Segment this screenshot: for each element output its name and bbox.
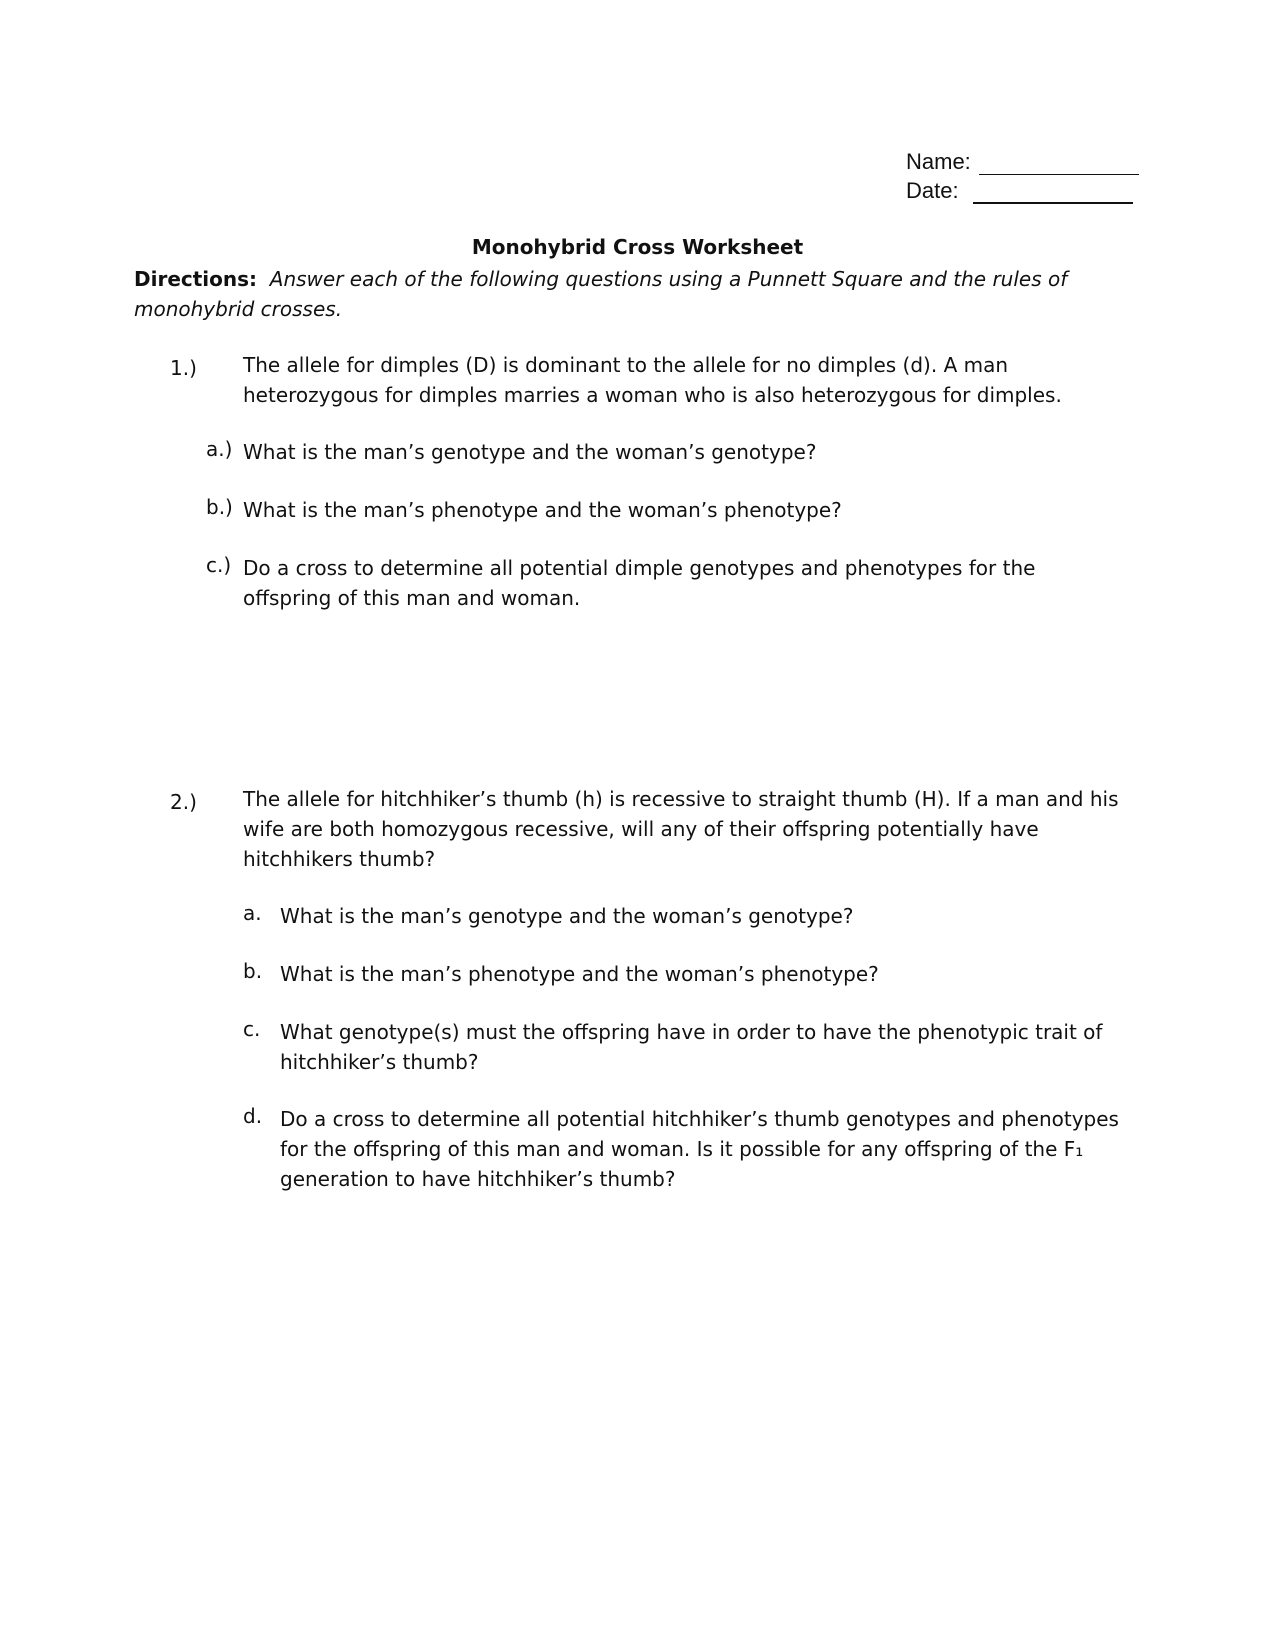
worksheet-title: Monohybrid Cross Worksheet xyxy=(471,235,804,259)
question-2b-text: What is the man’s phenotype and the woman’s phenotype? xyxy=(280,962,879,986)
question-2c-text: What genotype(s) must the offspring have in order to have the phenotypic trait of hitchhiker’s thumb? xyxy=(280,1020,1103,1074)
question-1b-marker: b.) xyxy=(206,495,233,519)
name-blank-line[interactable] xyxy=(979,152,1139,175)
question-2b-marker: b. xyxy=(243,959,263,983)
question-2a-marker: a. xyxy=(243,901,262,925)
question-1-text: The allele for dimples (D) is dominant to the allele for no dimples (d). A man heterozygous for dimples marries a woman who is also heterozygous for dimples. xyxy=(243,353,1062,407)
directions-text: Answer each of the following questions using a Punnett Square and the rules of monohybrid crosses. xyxy=(134,267,1068,321)
date-label: Date: xyxy=(906,178,959,203)
directions xyxy=(134,264,1084,324)
question-2c-marker: c. xyxy=(243,1017,261,1041)
question-1-number: 1.) xyxy=(170,356,197,380)
question-1a-text: What is the man’s genotype and the woman’s genotype? xyxy=(243,440,817,464)
name-label: Name: xyxy=(906,149,971,174)
question-1b-text: What is the man’s phenotype and the woman’s phenotype? xyxy=(243,498,842,522)
date-field[interactable] xyxy=(906,178,1133,204)
question-2-text: The allele for hitchhiker’s thumb (h) is recessive to straight thumb (H). If a man and his wife are both homozygous recessive, will any of their offspring potentially have hitchhikers thumb? xyxy=(243,787,1119,871)
question-1a-marker: a.) xyxy=(206,437,233,461)
question-2d-text: Do a cross to determine all potential hitchhiker’s thumb genotypes and phenotypes for the offspring of this man and woman. Is it possible for any offspring of the F₁ generation to have hitchhiker’s thumb? xyxy=(280,1107,1119,1191)
question-1c-marker: c.) xyxy=(206,553,232,577)
question-2a-text: What is the man’s genotype and the woman’s genotype? xyxy=(280,904,854,928)
name-field[interactable] xyxy=(906,149,1139,175)
question-2-number: 2.) xyxy=(170,790,197,814)
date-blank-line[interactable] xyxy=(973,180,1133,204)
directions-label: Directions: xyxy=(134,267,258,291)
question-1c-text: Do a cross to determine all potential dimple genotypes and phenotypes for the offspring of this man and woman. xyxy=(243,556,1036,610)
question-2d-marker: d. xyxy=(243,1104,263,1128)
